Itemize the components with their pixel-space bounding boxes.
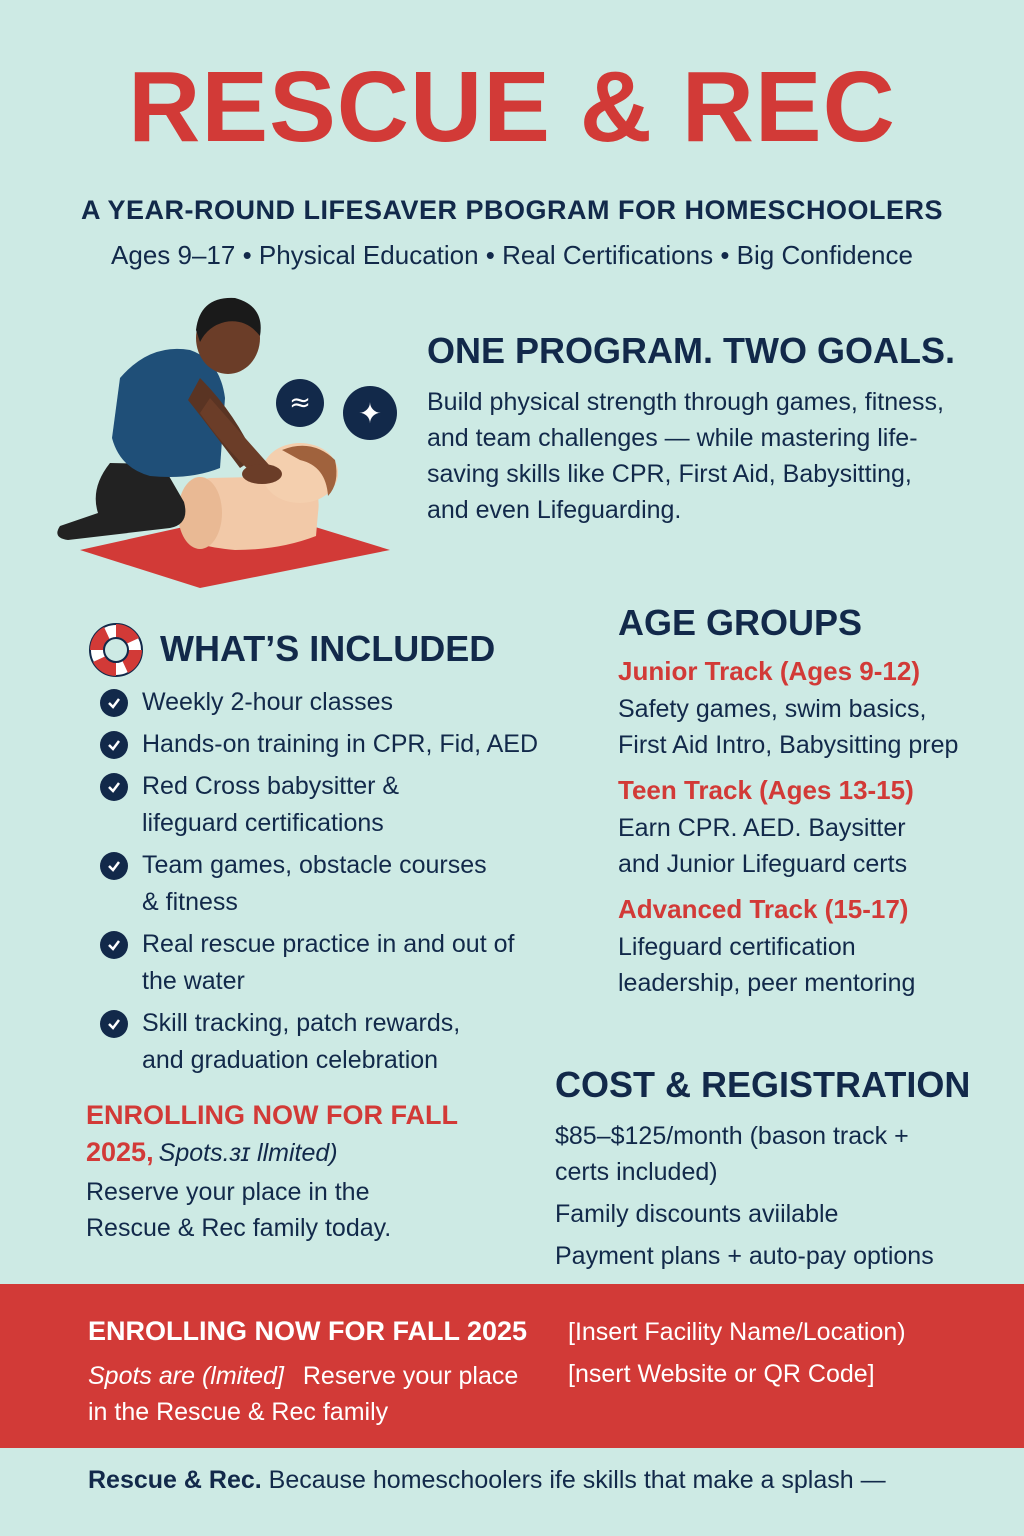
enroll-section bbox=[86, 1100, 526, 1246]
track-line: First Aid Intro, Babysitting prep bbox=[618, 731, 959, 759]
track-title: Teen Track (Ages 13-15) bbox=[618, 775, 914, 805]
list-item bbox=[80, 768, 600, 842]
footer bbox=[88, 1466, 886, 1495]
banner-info bbox=[568, 1314, 1008, 1392]
life-ring-icon bbox=[86, 620, 146, 680]
list-item bbox=[80, 726, 600, 763]
intro-line: and team challenges — while mastering life- bbox=[427, 424, 918, 452]
list-item bbox=[80, 926, 600, 1000]
banner-reserve: Reserve your place bbox=[302, 1362, 519, 1390]
cpr-illustration bbox=[50, 288, 410, 598]
included-list bbox=[80, 684, 600, 1079]
enroll-text bbox=[86, 1174, 526, 1246]
banner-title: ENROLLING NOW FOR FALL 2025 bbox=[88, 1316, 528, 1346]
track-line: Safety games, swim basics, bbox=[618, 695, 927, 723]
intro-line: Build physical strength through games, fitness, bbox=[427, 388, 944, 416]
list-item-text: Skill tracking, patch rewards, bbox=[142, 1009, 461, 1037]
enroll-line: Reserve your place in the bbox=[86, 1178, 370, 1206]
cost-details bbox=[555, 1118, 1005, 1274]
banner-body bbox=[88, 1358, 558, 1430]
list-item bbox=[80, 847, 600, 921]
intro-line: and even Lifeguarding. bbox=[427, 496, 682, 524]
list-item-text: Hands-on training in CPR, Fid, AED bbox=[142, 730, 539, 758]
enroll-subheading bbox=[86, 1137, 526, 1168]
list-item bbox=[80, 1005, 600, 1079]
facility-placeholder: [Insert Facility Name/Location) bbox=[568, 1318, 906, 1346]
intro-line: saving skills like CPR, First Aid, Babysitting, bbox=[427, 460, 912, 488]
check-icon bbox=[100, 931, 128, 959]
list-item-text: Red Cross babysitter & bbox=[142, 772, 400, 800]
cost-heading: COST & REGISTRATION bbox=[555, 1064, 971, 1105]
track-line: and Junior Lifeguard certs bbox=[618, 850, 908, 878]
swimming-icon: ≈ bbox=[276, 379, 324, 427]
track-title: Advanced Track (15-17) bbox=[618, 894, 909, 924]
enroll-line: Rescue & Rec family today. bbox=[86, 1214, 392, 1242]
banner-reserve-2: in the Rescue & Rec family bbox=[88, 1398, 389, 1426]
track-description bbox=[618, 810, 1008, 882]
cost-price: $85–$125/month (bason track + bbox=[555, 1122, 909, 1150]
list-item-text: Real rescue practice in and out of bbox=[142, 930, 515, 958]
footer-brand: Rescue & Rec. bbox=[88, 1466, 262, 1494]
enroll-year: 2025, bbox=[86, 1137, 154, 1167]
banner-spots: Spots are (lmited] bbox=[88, 1362, 284, 1390]
check-icon bbox=[100, 731, 128, 759]
intro-text bbox=[427, 384, 997, 528]
check-icon bbox=[100, 773, 128, 801]
track-line: leadership, peer mentoring bbox=[618, 969, 916, 997]
enroll-spots: Spots.ɜɪ llmited) bbox=[158, 1139, 338, 1167]
running-icon: ✦ bbox=[343, 386, 397, 440]
included-heading: WHAT’S INCLUDED bbox=[160, 628, 496, 669]
footer-text: Because homeschoolers ife skills that make a splash — bbox=[268, 1466, 886, 1494]
track-title: Junior Track (Ages 9-12) bbox=[618, 656, 920, 686]
track-line: Lifeguard certification bbox=[618, 933, 856, 961]
list-item bbox=[80, 684, 600, 721]
list-item-text: Weekly 2-hour classes bbox=[142, 688, 394, 716]
page-title: RESCUE & REC bbox=[128, 51, 896, 163]
website-placeholder[interactable]: [nsert Website or QR Code] bbox=[568, 1360, 875, 1388]
check-icon bbox=[100, 1010, 128, 1038]
list-item-text: & fitness bbox=[142, 888, 238, 916]
track-description bbox=[618, 929, 1008, 1001]
track-description bbox=[618, 691, 1008, 763]
cost-price: certs included) bbox=[555, 1158, 718, 1186]
check-icon bbox=[100, 689, 128, 717]
enroll-heading: ENROLLING NOW FOR FALL bbox=[86, 1100, 458, 1130]
cost-payment: Payment plans + auto-pay options bbox=[555, 1242, 934, 1270]
cost-discounts: Family discounts aviilable bbox=[555, 1200, 839, 1228]
tagline: Ages 9–17 • Physical Education • Real Certifications • Big Confidence bbox=[111, 240, 913, 270]
list-item-text: the water bbox=[142, 967, 245, 995]
track-line: Earn CPR. AED. Baysitter bbox=[618, 814, 906, 842]
list-item-text: lifeguard certifications bbox=[142, 809, 384, 837]
age-groups-heading: AGE GROUPS bbox=[618, 602, 863, 643]
intro-heading: ONE PROGRAM. TWO GOALS. bbox=[427, 330, 955, 371]
check-icon bbox=[100, 852, 128, 880]
age-groups-list bbox=[618, 656, 1008, 1001]
list-item-text: Team games, obstacle courses bbox=[142, 851, 487, 879]
page-subtitle: A YEAR-ROUND LIFESAVER PBOGRAM FOR HOMESCHOOLERS bbox=[80, 195, 944, 225]
list-item-text: and graduation celebration bbox=[142, 1046, 439, 1074]
